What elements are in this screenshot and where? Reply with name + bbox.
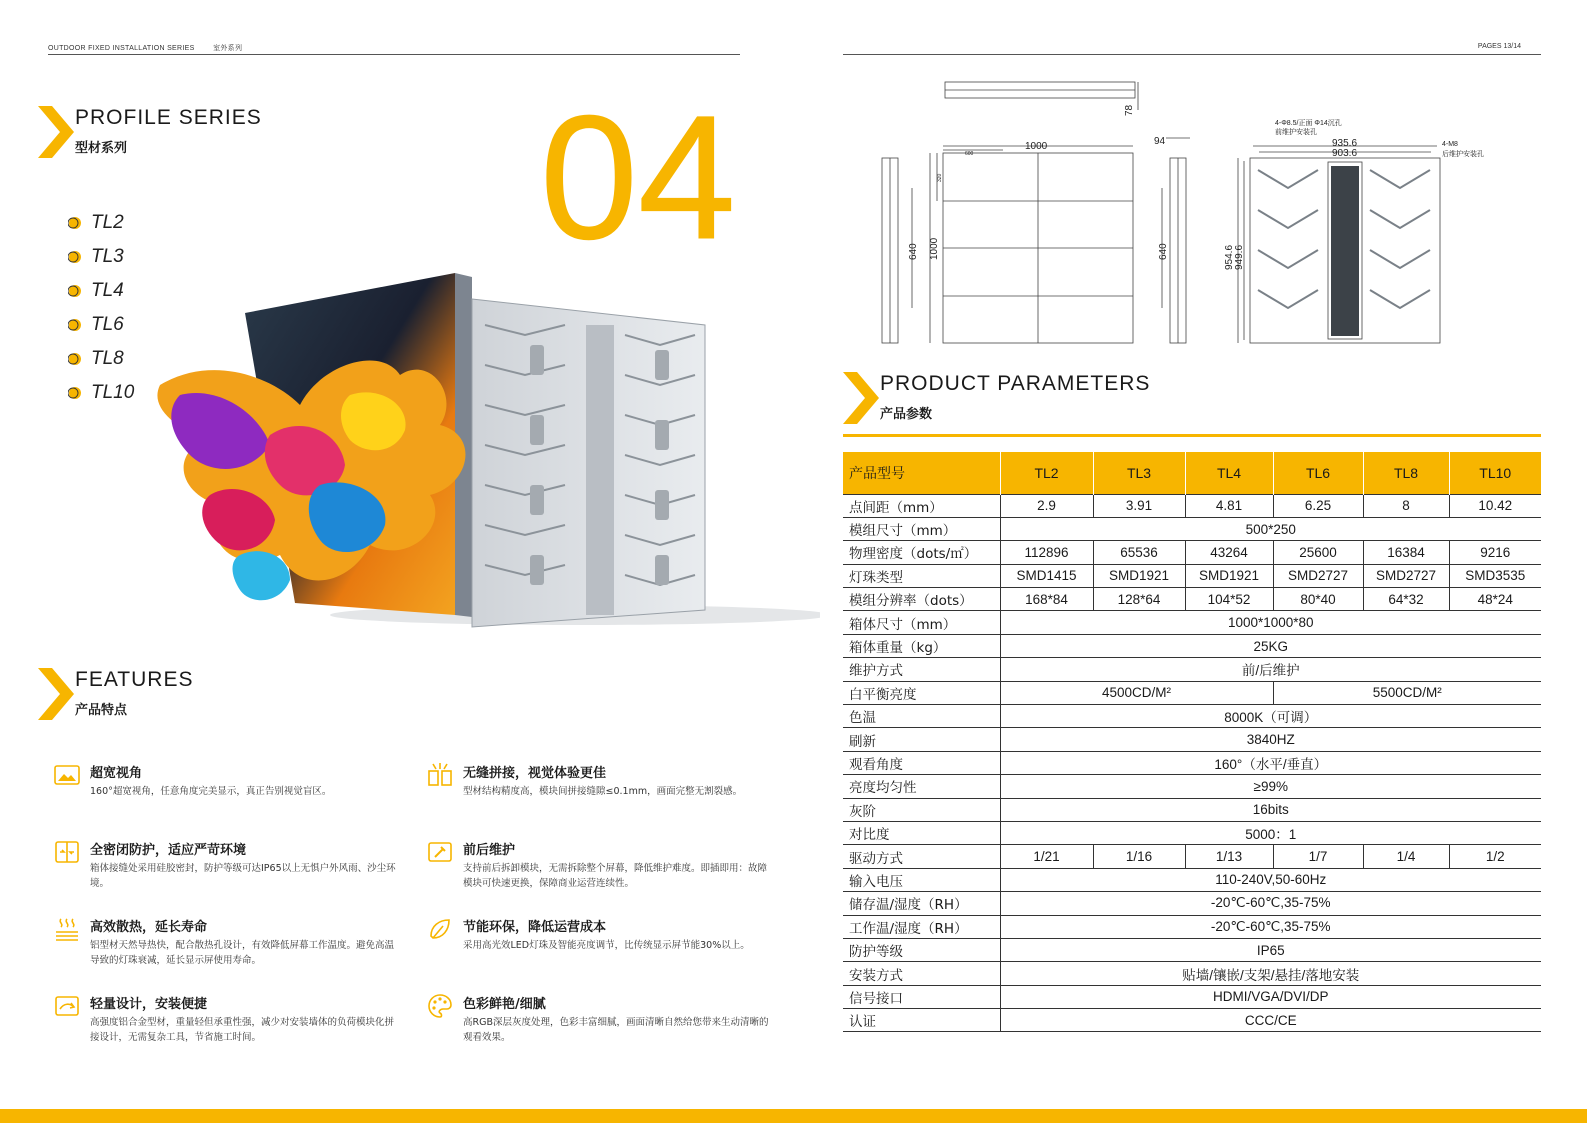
param-value: 500*250 [1000, 517, 1541, 540]
feature-desc: 高强度铝合金型材，重量轻但承重性强，减少对安装墙体的负荷模块化拼接设计，无需复杂工具，节省施工时间。 [90, 1017, 395, 1043]
params-title: PRODUCT PARAMETERS [880, 372, 1151, 395]
feature-title: 前后维护 [463, 843, 516, 858]
dim-label: 600 [965, 151, 974, 157]
param-value: 80*40 [1273, 588, 1363, 611]
param-value: 4.81 [1185, 494, 1273, 517]
page-number: 04 [540, 92, 736, 252]
param-label: 点间距（mm） [843, 494, 1000, 517]
features-subtitle: 产品特点 [75, 703, 128, 718]
header-rule-right [843, 54, 1541, 55]
table-row [843, 517, 1541, 540]
bullet-icon [68, 250, 82, 264]
feature-desc: 箱体接缝处采用硅胶密封，防护等级可达IP65以上无惧户外风雨、沙尘环境。 [90, 863, 396, 889]
dim-label: 640 [908, 243, 919, 260]
param-label: 信号接口 [843, 985, 1000, 1008]
drawing-note: 前维护安装孔 [1275, 129, 1317, 136]
param-value: 1/16 [1093, 845, 1185, 868]
param-label: 观看角度 [843, 751, 1000, 774]
param-value: SMD3535 [1449, 564, 1541, 587]
params-header-cell: TL2 [1000, 452, 1093, 494]
params-rule [843, 434, 1541, 437]
feature-title: 色彩鲜艳/细腻 [463, 997, 546, 1012]
table-row [843, 798, 1541, 821]
param-value: 2.9 [1000, 494, 1093, 517]
model-label: TL6 [91, 314, 124, 335]
bullet-icon [68, 284, 82, 298]
model-label: TL8 [91, 348, 124, 369]
table-row [843, 938, 1541, 961]
table-row [843, 751, 1541, 774]
table-row [843, 845, 1541, 868]
model-item [68, 342, 134, 376]
model-item [68, 376, 134, 410]
params-header-row [843, 452, 1541, 494]
params-header-cell: TL4 [1185, 452, 1273, 494]
param-label: 防护等级 [843, 938, 1000, 961]
dim-label: 949.6 [1234, 244, 1245, 270]
param-label: 灰阶 [843, 798, 1000, 821]
model-label: TL2 [91, 212, 124, 233]
param-value: 8 [1363, 494, 1449, 517]
header-series [48, 43, 242, 53]
eco-saving-icon [427, 916, 453, 942]
param-value: SMD2727 [1273, 564, 1363, 587]
seamless-splice-icon [427, 762, 453, 788]
model-label: TL3 [91, 246, 124, 267]
table-row [843, 915, 1541, 938]
dim-label: 640 [1158, 243, 1169, 260]
features-title: FEATURES [75, 668, 194, 691]
model-item [68, 206, 134, 240]
param-value: 3840HZ [1000, 728, 1541, 751]
param-label: 驱动方式 [843, 845, 1000, 868]
product-image [150, 255, 820, 655]
feature-desc: 160°超宽视角，任意角度完美显示，真正告别视觉盲区。 [90, 786, 332, 797]
param-label: 储存温/湿度（RH） [843, 892, 1000, 915]
param-value: 168*84 [1000, 588, 1093, 611]
model-label: TL10 [91, 382, 135, 403]
params-table [843, 452, 1541, 1032]
param-value: 贴墙/镶嵌/支架/悬挂/落地安装 [1000, 962, 1541, 985]
params-header-cell: 产品型号 [843, 452, 1000, 494]
wide-view-icon [54, 762, 80, 788]
param-label: 白平衡亮度 [843, 681, 1000, 704]
param-value: -20℃-60℃,35-75% [1000, 892, 1541, 915]
model-list [68, 206, 134, 410]
table-row [843, 821, 1541, 844]
dim-label: 935.6 [1332, 138, 1358, 149]
feature-title: 全密闭防护，适应严苛环境 [90, 843, 247, 858]
params-header-cell: TL10 [1449, 452, 1541, 494]
table-row [843, 868, 1541, 891]
chevron-icon [843, 372, 879, 424]
model-label: TL4 [91, 280, 124, 301]
params-header-cell: TL8 [1363, 452, 1449, 494]
param-value: HDMI/VGA/DVI/DP [1000, 985, 1541, 1008]
header-series-cn: 室外系列 [213, 45, 243, 52]
feature-title: 无缝拼接，视觉体验更佳 [463, 766, 607, 781]
table-row [843, 494, 1541, 517]
bullet-icon [68, 318, 82, 332]
table-row [843, 1009, 1541, 1032]
feature-desc: 型材结构精度高，模块间拼接缝隙≤0.1mm，画面完整无割裂感。 [463, 786, 743, 797]
dim-label: 78 [1124, 104, 1135, 116]
param-value: 64*32 [1363, 588, 1449, 611]
dim-label: 320 [937, 173, 943, 182]
param-value: 110-240V,50-60Hz [1000, 868, 1541, 891]
table-row [843, 588, 1541, 611]
param-value: 3.91 [1093, 494, 1185, 517]
param-label: 箱体重量（kg） [843, 634, 1000, 657]
table-row [843, 962, 1541, 985]
table-row [843, 775, 1541, 798]
header-pages: PAGES 13/14 [1477, 43, 1521, 50]
param-value: 1/2 [1449, 845, 1541, 868]
param-label: 对比度 [843, 821, 1000, 844]
table-row [843, 892, 1541, 915]
param-label: 箱体尺寸（mm） [843, 611, 1000, 634]
model-item [68, 240, 134, 274]
feature-title: 超宽视角 [90, 766, 143, 781]
dim-label: 903.6 [1332, 148, 1358, 159]
param-label: 认证 [843, 1009, 1000, 1032]
param-value: IP65 [1000, 938, 1541, 961]
drawing-note: 4-Φ8.5/正面 Φ14沉孔 [1275, 120, 1342, 127]
param-value: 5500CD/M² [1273, 681, 1541, 704]
page-number-graphic [540, 92, 800, 252]
model-item [68, 308, 134, 342]
param-label: 工作温/湿度（RH） [843, 915, 1000, 938]
feature-desc: 铝型材天然导热快，配合散热孔设计，有效降低屏幕工作温度。避免高温导致的灯珠衰减，延长显示屏使用寿命。 [90, 940, 395, 966]
param-value: 1000*1000*80 [1000, 611, 1541, 634]
feature-title: 高效散热，延长寿命 [90, 920, 208, 935]
param-value: 6.25 [1273, 494, 1363, 517]
header-rule-left [48, 54, 740, 55]
profile-subtitle: 型材系列 [75, 141, 128, 156]
param-value: 9216 [1449, 541, 1541, 564]
table-row [843, 681, 1541, 704]
param-label: 物理密度（dots/㎡） [843, 541, 1000, 564]
param-label: 安装方式 [843, 962, 1000, 985]
chevron-icon [38, 668, 74, 720]
feature-desc: 支持前后拆卸模块，无需拆除整个屏幕，降低维护难度。即插即用：故障模块可快速更换，保障商业运营连续性。 [463, 863, 768, 889]
param-value: 1/4 [1363, 845, 1449, 868]
sealed-protection-icon [54, 839, 80, 865]
color-palette-icon [427, 993, 453, 1019]
param-value: 65536 [1093, 541, 1185, 564]
feature-desc: 采用高光效LED灯珠及智能亮度调节，比传统显示屏节能30%以上。 [463, 940, 750, 951]
dim-label: 1000 [1025, 141, 1048, 152]
bullet-icon [68, 386, 82, 400]
param-value: 104*52 [1185, 588, 1273, 611]
param-value: 25KG [1000, 634, 1541, 657]
param-value: 160°（水平/垂直） [1000, 751, 1541, 774]
table-row [843, 728, 1541, 751]
dim-label: 954.6 [1224, 244, 1235, 270]
param-label: 维护方式 [843, 658, 1000, 681]
profile-title: PROFILE SERIES [75, 106, 262, 129]
table-row [843, 564, 1541, 587]
param-value: 48*24 [1449, 588, 1541, 611]
drawing-note: 后维护安装孔 [1442, 151, 1484, 158]
table-row [843, 985, 1541, 1008]
param-value: 8000K（可调） [1000, 705, 1541, 728]
params-header-cell: TL6 [1273, 452, 1363, 494]
param-value: 10.42 [1449, 494, 1541, 517]
table-row [843, 611, 1541, 634]
param-value: 5000：1 [1000, 821, 1541, 844]
params-header-cell: TL3 [1093, 452, 1185, 494]
param-label: 灯珠类型 [843, 564, 1000, 587]
dim-label: 94 [1154, 136, 1166, 147]
param-value: 1/13 [1185, 845, 1273, 868]
feature-title: 轻量设计，安装便捷 [90, 997, 208, 1012]
param-value: ≥99% [1000, 775, 1541, 798]
param-value: CCC/CE [1000, 1009, 1541, 1032]
feature-title: 节能环保，降低运营成本 [463, 920, 607, 935]
technical-drawing [870, 70, 1560, 360]
param-value: 1/7 [1273, 845, 1363, 868]
param-value: SMD1415 [1000, 564, 1093, 587]
feature-desc: 高RGB深层灰度处理，色彩丰富细腻，画面清晰自然给您带来生动清晰的观看效果。 [463, 1017, 769, 1043]
param-value: 25600 [1273, 541, 1363, 564]
bullet-icon [68, 216, 82, 230]
table-row [843, 705, 1541, 728]
param-value: 1/21 [1000, 845, 1093, 868]
table-row [843, 541, 1541, 564]
dim-label: 1000 [929, 237, 940, 260]
param-value: 43264 [1185, 541, 1273, 564]
param-label: 色温 [843, 705, 1000, 728]
param-label: 模组分辨率（dots） [843, 588, 1000, 611]
param-value: 16bits [1000, 798, 1541, 821]
table-row [843, 658, 1541, 681]
param-value: 4500CD/M² [1000, 681, 1273, 704]
footer-bar [0, 1109, 1587, 1123]
lightweight-icon [54, 993, 80, 1019]
param-value: SMD1921 [1093, 564, 1185, 587]
heat-dissipation-icon [54, 916, 80, 942]
param-label: 输入电压 [843, 868, 1000, 891]
param-value: 16384 [1363, 541, 1449, 564]
header-series-en: OUTDOOR FIXED INSTALLATION SERIES [48, 45, 195, 52]
param-value: SMD2727 [1363, 564, 1449, 587]
params-subtitle: 产品参数 [880, 407, 933, 422]
param-value: SMD1921 [1185, 564, 1273, 587]
param-label: 模组尺寸（mm） [843, 517, 1000, 540]
table-row [843, 634, 1541, 657]
chevron-icon [38, 106, 74, 158]
param-value: -20℃-60℃,35-75% [1000, 915, 1541, 938]
drawing-note: 4-M8 [1442, 141, 1458, 148]
param-value: 128*64 [1093, 588, 1185, 611]
param-value: 112896 [1000, 541, 1093, 564]
param-value: 前/后维护 [1000, 658, 1541, 681]
model-item [68, 274, 134, 308]
param-label: 亮度均匀性 [843, 775, 1000, 798]
params-body [843, 494, 1541, 1032]
bullet-icon [68, 352, 82, 366]
maintenance-icon [427, 839, 453, 865]
param-label: 刷新 [843, 728, 1000, 751]
